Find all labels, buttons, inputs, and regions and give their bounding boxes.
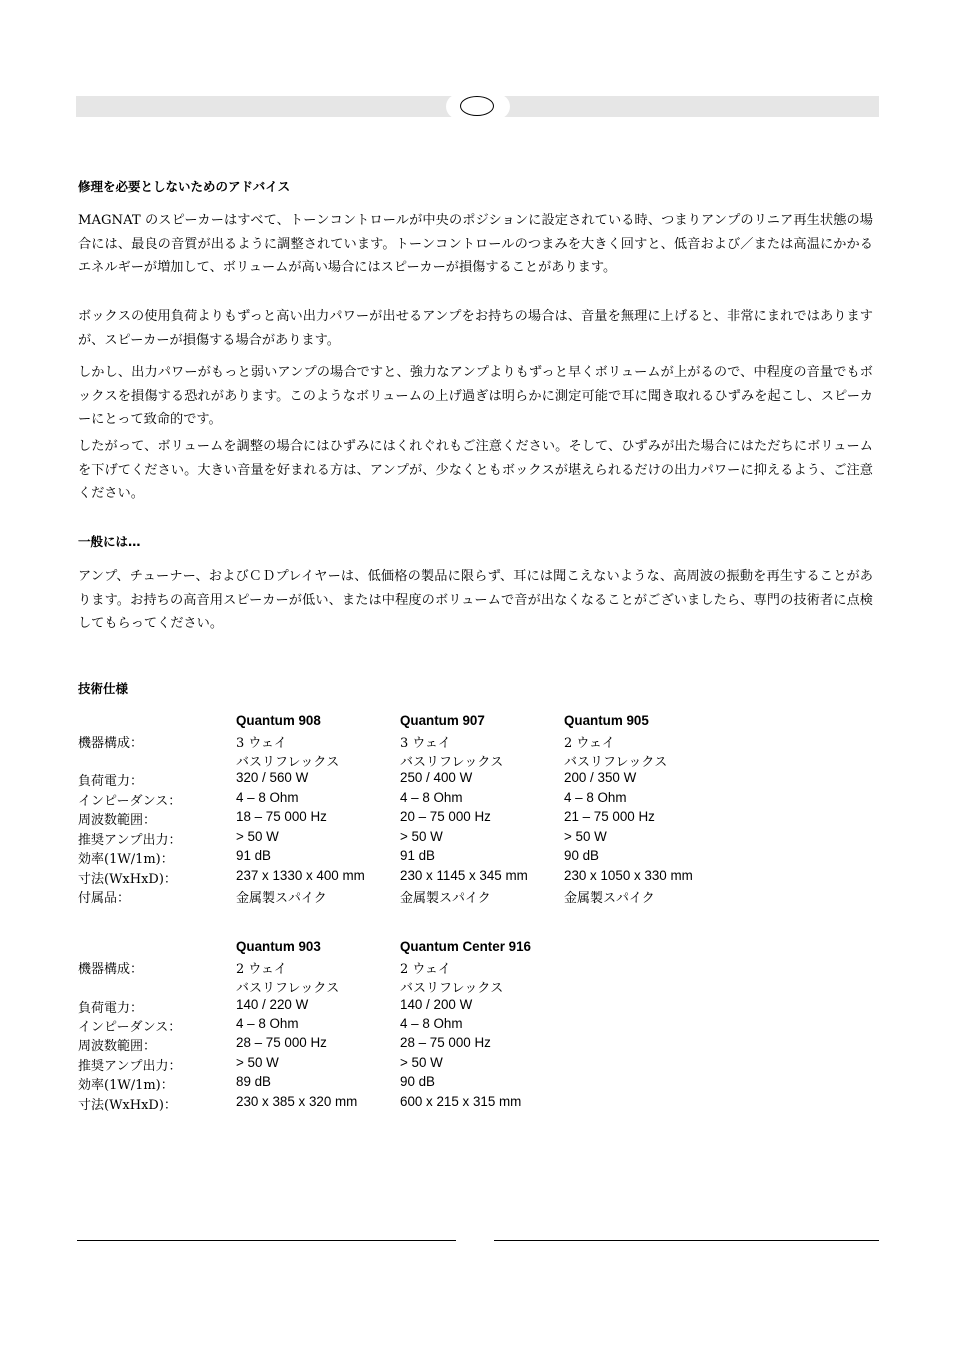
spec-value: 4 – 8 Ohm <box>236 790 299 805</box>
spec-label: 機器構成： <box>78 736 144 751</box>
spec-value: 91 dB <box>400 848 435 863</box>
spec-value: 90 dB <box>564 848 599 863</box>
spec-value: 140 / 220 W <box>236 997 309 1012</box>
general-paragraph: アンプ、チューナー、およびＣＤプレイヤーは、低価格の製品に限らず、耳には聞こえないような、高周波の振動を再生することがあります。お持ちの高音用スピーカーが低い、または中程度のボリュームで音が出なくなることがございましたら、専門の技術者に点検してもらってください。 <box>78 569 873 631</box>
spec-label: インピーダンス： <box>78 1020 182 1035</box>
spec-value: 320 / 560 W <box>236 770 309 785</box>
spec-label: 周波数範囲： <box>78 1039 157 1054</box>
spec-label: インピーダンス： <box>78 794 182 809</box>
spec-value: バスリフレックス <box>400 755 504 770</box>
spec-value: 4 – 8 Ohm <box>400 1016 463 1031</box>
spec-value: 250 / 400 W <box>400 770 473 785</box>
spec-value: 4 – 8 Ohm <box>236 1016 299 1031</box>
advice-paragraph-1: MAGNAT のスピーカーはすべて、トーンコントロールが中央のポジションに設定されている時、つまりアンプのリニア再生状態の場合には、最良の音質が出るように調整されています。トーンコントロールのつまみを大きく回すと、低音および／または高温にかかるエネルギーが増加して、ボリュームが高い場合にはスピーカーが損傷することがあります。 <box>78 213 873 275</box>
spec-value: 237 x 1330 x 400 mm <box>236 868 365 883</box>
spec-label: 負荷電力： <box>78 1001 144 1016</box>
language-oval-badge <box>460 96 494 116</box>
spec-value: バスリフレックス <box>236 755 340 770</box>
spec-label: 付属品： <box>78 891 131 906</box>
spec-value: 230 x 1050 x 330 mm <box>564 868 693 883</box>
advice-paragraph-3: しかし、出力パワーがもっと弱いアンプの場合ですと、強力なアンプよりもずっと早くボリュームが上がるので、中程度の音量でもボックスを損傷する恐れがあります。このようなボリュームの上げ過ぎは明らかに測定可能で耳に聞き取れるひずみを起こし、スピーカーにとって致命的です。 <box>78 365 873 427</box>
spec-value: > 50 W <box>400 1055 443 1070</box>
advice-heading: 修理を必要としないためのアドバイス <box>78 179 291 194</box>
spec-value: > 50 W <box>564 829 607 844</box>
spec-value: 600 x 215 x 315 mm <box>400 1094 522 1109</box>
spec-value: 20 – 75 000 Hz <box>400 809 491 824</box>
spec-label: 推奨アンプ出力： <box>78 833 182 848</box>
spec-label: 効率(1W/1m)： <box>78 1078 174 1093</box>
spec-label: 寸法(WxHxD)： <box>78 872 177 887</box>
spec-value: 21 – 75 000 Hz <box>564 809 655 824</box>
spec-value: バスリフレックス <box>400 981 504 996</box>
specs-heading: 技術仕様 <box>78 681 129 696</box>
spec-label: 推奨アンプ出力： <box>78 1059 182 1074</box>
spec-value: > 50 W <box>236 829 279 844</box>
spec-label: 周波数範囲： <box>78 813 157 828</box>
spec-value: 200 / 350 W <box>564 770 637 785</box>
spec-value: 18 – 75 000 Hz <box>236 809 327 824</box>
advice-paragraph-4: したがって、ボリュームを調整の場合にはひずみにはくれぐれもご注意ください。そして、ひずみが出た場合にはただちにボリュームを下げてください。大きい音量を好まれる方は、アンプが、少なくともボックスが堪えられるだけの出力パワーに抑えるよう、ご注意ください。 <box>78 439 873 501</box>
footer-rule-right <box>494 1240 879 1241</box>
spec-value: 140 / 200 W <box>400 997 473 1012</box>
spec-value: 2 ウェイ <box>236 962 287 977</box>
spec-value: 金属製スパイク <box>236 891 327 906</box>
spec-label: 寸法(WxHxD)： <box>78 1098 177 1113</box>
model-name: Quantum 905 <box>564 713 649 728</box>
spec-value: 3 ウェイ <box>400 736 451 751</box>
spec-value: 2 ウェイ <box>400 962 451 977</box>
spec-value: バスリフレックス <box>564 755 668 770</box>
spec-value: 3 ウェイ <box>236 736 287 751</box>
spec-value: 230 x 385 x 320 mm <box>236 1094 358 1109</box>
spec-label: 機器構成： <box>78 962 144 977</box>
spec-value: 90 dB <box>400 1074 435 1089</box>
spec-value: 28 – 75 000 Hz <box>400 1035 491 1050</box>
model-name: Quantum 903 <box>236 939 321 954</box>
spec-value: 89 dB <box>236 1074 271 1089</box>
spec-value: > 50 W <box>400 829 443 844</box>
model-name: Quantum 908 <box>236 713 321 728</box>
general-heading: 一般には… <box>78 534 141 549</box>
footer-rule-left <box>77 1240 456 1241</box>
spec-value: 金属製スパイク <box>400 891 491 906</box>
spec-value: 4 – 8 Ohm <box>400 790 463 805</box>
model-name: Quantum 907 <box>400 713 485 728</box>
spec-value: バスリフレックス <box>236 981 340 996</box>
spec-label: 効率(1W/1m)： <box>78 852 174 867</box>
advice-paragraph-2: ボックスの使用負荷よりもずっと高い出力パワーが出せるアンプをお持ちの場合は、音量を無理に上げると、非常にまれではありますが、スピーカーが損傷する場合があります。 <box>78 309 873 348</box>
spec-value: > 50 W <box>236 1055 279 1070</box>
spec-label: 負荷電力： <box>78 774 144 789</box>
spec-value: 4 – 8 Ohm <box>564 790 627 805</box>
model-name: Quantum Center 916 <box>400 939 531 954</box>
spec-value: 28 – 75 000 Hz <box>236 1035 327 1050</box>
spec-value: 230 x 1145 x 345 mm <box>400 868 528 883</box>
spec-value: 2 ウェイ <box>564 736 615 751</box>
spec-value: 金属製スパイク <box>564 891 655 906</box>
spec-value: 91 dB <box>236 848 271 863</box>
